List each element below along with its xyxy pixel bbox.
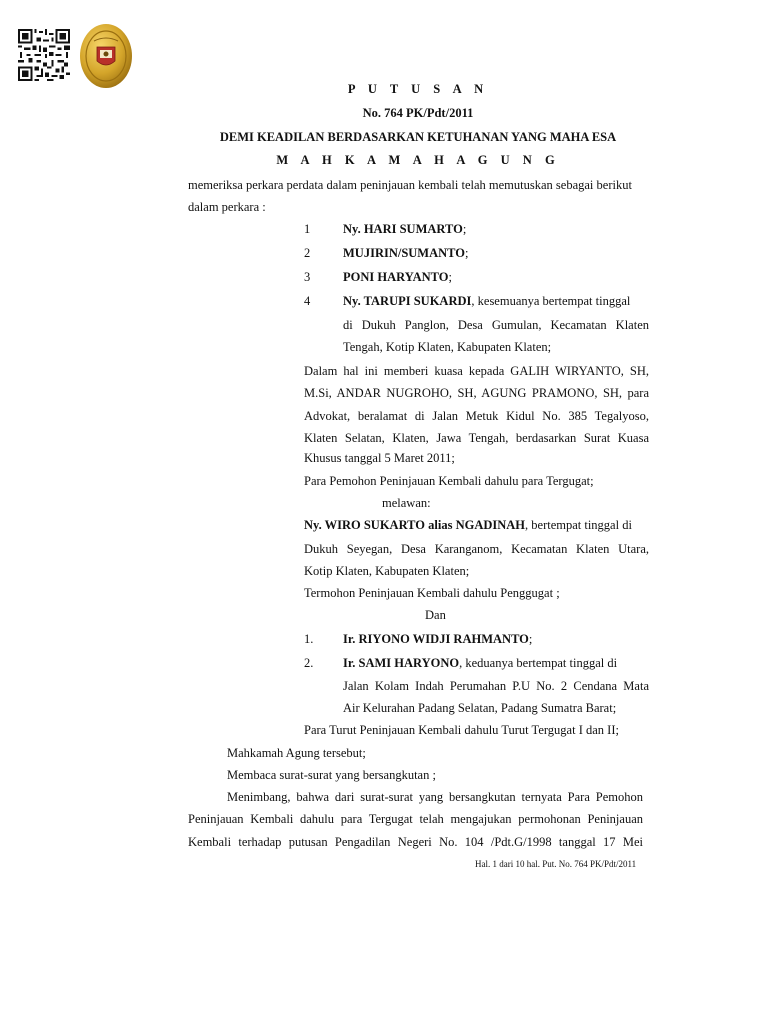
respondent-suffix: , bertempat tinggal di: [525, 518, 632, 532]
applicant-number: 3: [304, 270, 311, 284]
applicant-address-line: di Dukuh Panglon, Desa Gumulan, Kecamatan Klaten: [343, 318, 649, 332]
co-respondent-suffix: ;: [528, 632, 533, 646]
co-respondent-role: Para Turut Peninjauan Kembali dahulu Turut Tergugat I dan II;: [304, 723, 619, 737]
applicant-role: Para Pemohon Peninjauan Kembali dahulu para Tergugat;: [304, 474, 594, 488]
supreme-court-seal-icon: [79, 23, 133, 89]
applicant-suffix: ;: [465, 246, 469, 260]
applicant-number: 2: [304, 246, 311, 260]
attorney-line: Khusus tanggal 5 Maret 2011;: [304, 451, 455, 465]
attorney-line: Klaten Selatan, Klaten, Jawa Tengah, berdasarkan Surat Kuasa: [304, 431, 649, 445]
body-paragraph-line: Kembali terhadap putusan Pengadilan Negeri No. 104 /Pdt.G/1998 tanggal 17 Mei: [188, 835, 643, 849]
document-title: P U T U S A N: [347, 82, 489, 96]
applicant-number: 1: [304, 222, 311, 236]
co-respondent-number: 2.: [304, 656, 314, 670]
applicant-suffix: ;: [448, 270, 452, 284]
co-respondent-name: Ir. RIYONO WIDJI RAHMANTO: [343, 632, 529, 646]
page-footer: Hal. 1 dari 10 hal. Put. No. 764 PK/Pdt/2011: [475, 859, 637, 869]
respondent-entry: [304, 518, 632, 533]
applicant-name: Ny. TARUPI SUKARDI: [343, 294, 472, 308]
co-respondent-address-line: Air Kelurahan Padang Selatan, Padang Sumatra Barat;: [343, 701, 617, 715]
respondent-role: Termohon Peninjauan Kembali dahulu Penggugat ;: [304, 586, 560, 600]
applicant-entry: [343, 270, 452, 285]
co-respondent-entry: [343, 656, 617, 671]
applicant-address-line: Tengah, Kotip Klaten, Kabupaten Klaten;: [343, 340, 552, 354]
co-respondent-address-line: Jalan Kolam Indah Perumahan P.U No. 2 Cendana Mata: [343, 679, 649, 693]
qr-code-icon: [16, 29, 72, 81]
intro-line-2: dalam perkara :: [188, 200, 266, 214]
attorney-line: Advokat, beralamat di Jalan Metuk Kidul No. 385 Tegalyoso,: [304, 409, 649, 423]
co-respondent-entry: [343, 632, 532, 647]
body-paragraph-line: Menimbang, bahwa dari surat-surat yang bersangkutan ternyata Para Pemohon: [227, 790, 643, 804]
applicant-name: MUJIRIN/SUMANTO: [343, 246, 465, 260]
applicant-suffix: , kesemuanya bertempat tinggal: [471, 294, 631, 308]
court-name: M A H K A M A H A G U N G: [276, 153, 560, 167]
court-motto: DEMI KEADILAN BERDASARKAN KETUHANAN YANG MAHA ESA: [219, 130, 617, 144]
applicant-entry: [343, 222, 466, 237]
co-respondent-number: 1.: [304, 632, 314, 646]
co-respondent-suffix: , keduanya bertempat tinggal di: [459, 656, 618, 670]
respondent-address-line: Dukuh Seyegan, Desa Karanganom, Kecamatan Klaten Utara,: [304, 542, 649, 556]
applicant-name: Ny. HARI SUMARTO: [343, 222, 463, 236]
and-label: Dan: [425, 608, 446, 622]
body-paragraph-line: Peninjauan Kembali dahulu para Tergugat telah mengajukan permohonan Peninjauan: [188, 812, 643, 826]
body-paragraph: Mahkamah Agung tersebut;: [227, 746, 366, 760]
respondent-name: Ny. WIRO SUKARTO alias NGADINAH: [304, 518, 526, 532]
co-respondent-name: Ir. SAMI HARYONO: [343, 656, 460, 670]
intro-line-1: memeriksa perkara perdata dalam peninjauan kembali telah memutuskan sebagai berikut: [188, 178, 632, 192]
attorney-line: Dalam hal ini memberi kuasa kepada GALIH WIRYANTO, SH,: [304, 364, 649, 378]
applicant-name: PONI HARYANTO: [343, 270, 449, 284]
applicant-number: 4: [304, 294, 311, 308]
applicant-suffix: ;: [462, 222, 467, 236]
applicant-entry: [343, 246, 468, 261]
attorney-line: M.Si, ANDAR NUGROHO, SH, AGUNG PRAMONO, SH, para: [304, 386, 649, 400]
versus-label: melawan:: [382, 496, 431, 510]
applicant-entry: [343, 294, 630, 309]
case-number: No. 764 PK/Pdt/2011: [362, 106, 474, 120]
respondent-address-line: Kotip Klaten, Kabupaten Klaten;: [304, 564, 470, 578]
body-paragraph: Membaca surat-surat yang bersangkutan ;: [227, 768, 436, 782]
